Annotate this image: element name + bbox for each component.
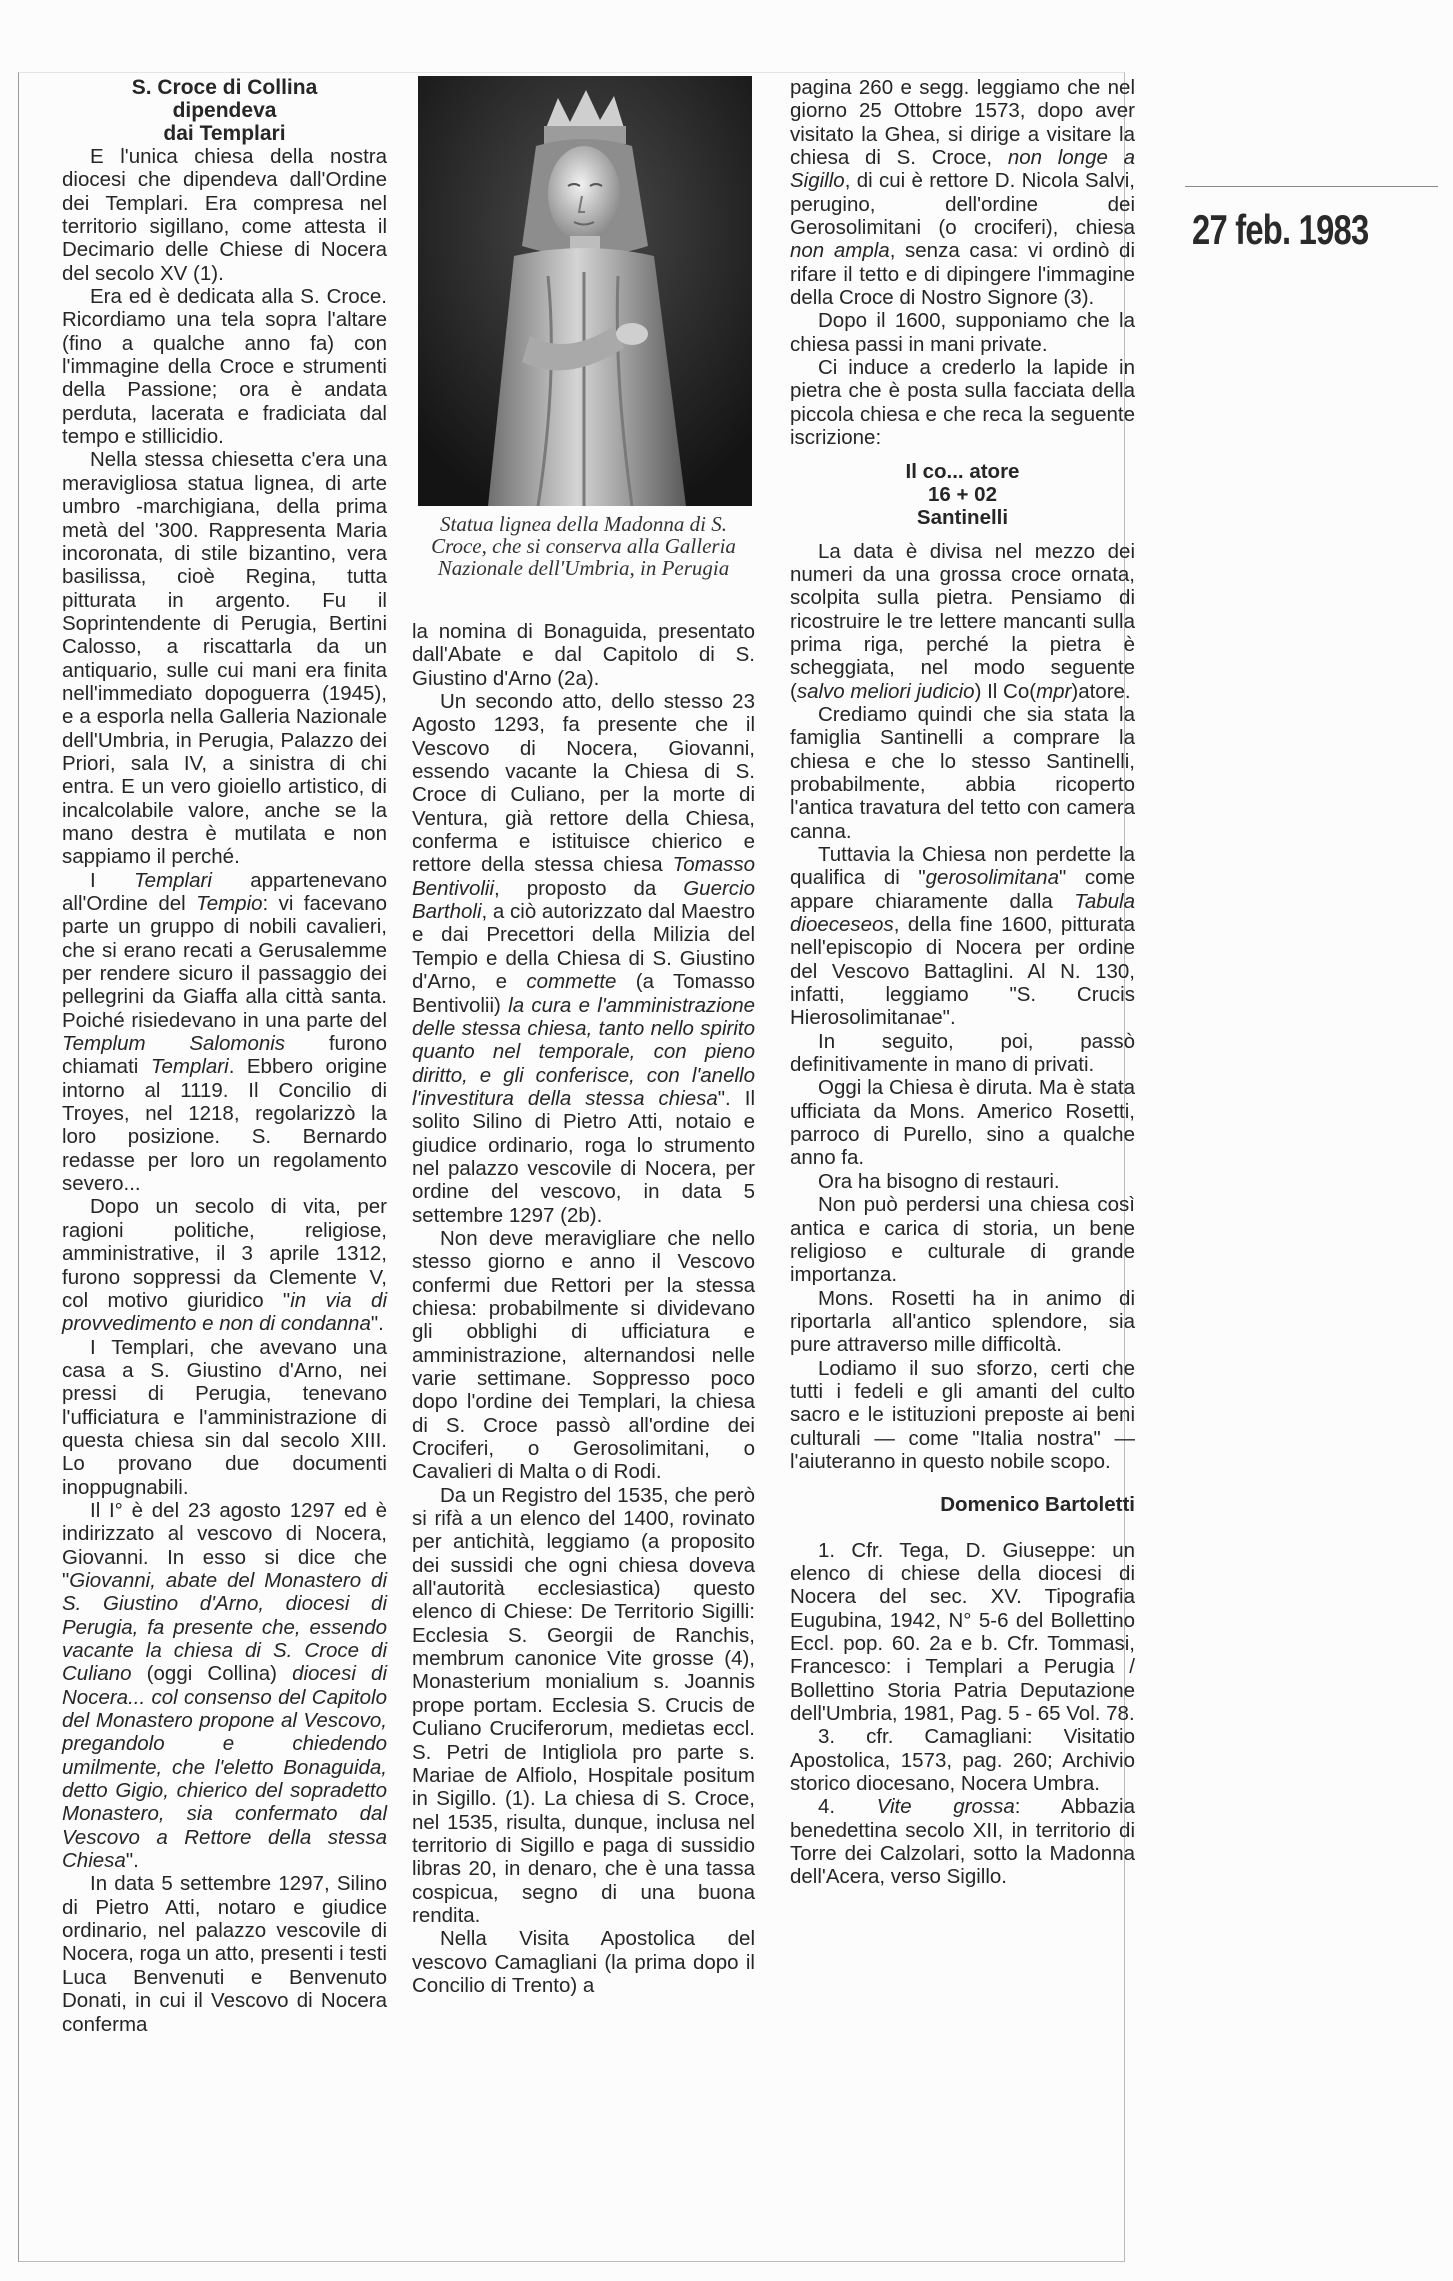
- article-column-3: [790, 76, 1135, 1889]
- paragraph: Ci induce a crederlo la lapide in pietra che è posta sulla facciata della piccola chiesa e che reca la seguente iscrizione:: [790, 356, 1135, 450]
- paragraph: Lodiamo il suo sforzo, certi che tutti i fedeli e gli amanti del culto sacro e le istituzioni preposte ai beni culturali — come "Italia nostra" — l'aiuteranno in questo nobile scopo.: [790, 1356, 1135, 1473]
- paragraph: Era ed è dedicata alla S. Croce. Ricordiamo una tela sopra l'altare (fino a qualche anno fa) con l'immagine della Croce e strumenti della Passione; ora è andata perduta, lacerata e fradiciata dal tempo e stillicidio.: [62, 285, 387, 449]
- paragraph: Tuttavia la Chiesa non perdette la qualifica di "gerosolimitana" come appare chiaramente dalla Tabula dioeceseos, della fine 1600, pitturata nell'episcopio di Nocera per ordine del Vescovo Battaglini. Al N. 130, infatti, leggiamo "S. Crucis Hierosolimitanae".: [790, 843, 1135, 1030]
- footnotes: [790, 1539, 1135, 1889]
- paragraph: I Templari, che avevano una casa a S. Giustino d'Arno, nei pressi di Perugia, tenevano l'ufficiatura e l'amministrazione di questa chiesa sin dal secolo XIII. Lo provano due documenti inoppugnabili.: [62, 1335, 387, 1499]
- article-column-1: [62, 76, 387, 2036]
- paragraph: La data è divisa nel mezzo dei numeri da una grossa croce ornata, scolpita sulla pietra. Pensiamo di ricostruire le tre lettere mancanti sulla prima riga, perché la pietra è scheggiata, nel modo seguente (salvo meliori judicio) Il Co(mpr)atore.: [790, 539, 1135, 703]
- paragraph: Da un Registro del 1535, che però si rifà a un elenco del 1400, rovinato per antichità, leggiamo (a proposito dei sussidi che ogni chiesa doveva all'autorità ecclesiastica) questo elenco di Chiese: De Territorio Sigilli: Ecclesia S. Georgii de Ranchis, membrum canonice Vite grosse (4), Monasterium monialium s. Joannis prope portam. Ecclesia S. Crucis de Culiano Cruciferorum, medietas eccl. S. Petri de Intigliola pro parte s. Mariae de Alfiolo, Hospitale positum in Sigillo. (1). La chiesa di S. Croce, nel 1535, risulta, dunque, inclusa nel territorio di Sigillo e paga di sussidio libras 20, in denaro, che è una tassa cospicua, segno di una buona rendita.: [412, 1483, 755, 1927]
- statue-image: [418, 76, 752, 506]
- paragraph: Dopo un secolo di vita, per ragioni politiche, religiose, amministrative, il 3 aprile 1312, furono soppressi da Clemente V, col motivo giuridico "in via di provvedimento e non di condanna".: [62, 1195, 388, 1336]
- footnote: 4. Vite grossa: Abbazia benedettina secolo XII, in territorio di Torre dei Calzolari, sotto la Madonna dell'Acera, verso Sigillo.: [790, 1795, 1135, 1889]
- paragraph: Un secondo atto, dello stesso 23 Agosto 1293, fa presente che il Vescovo di Nocera, Giovanni, essendo vacante la Chiesa di S. Croce di Culiano, per la morte di Ventura, già rettore della Chiesa, conferma e istituisce chierico e rettore della stessa chiesa Tomasso Bentivolii, proposto da Guercio Bartholi, a ciò autorizzato dal Maestro e dai Precettori della Milizia del Tempio e della Chiesa di S. Giustino d'Arno, e commette (a Tomasso Bentivolii) la cura e l'amministrazione delle stessa chiesa, tanto nello spirito quanto nel temporale, con pieno diritto, e gli conferisce, con l'anello l'investitura della stessa chiesa". Il solito Silino di Pietro Atti, notaio e giudice ordinario, roga lo strumento nel palazzo vescovile di Nocera, per ordine del vescovo, in data 5 settembre 1297 (2b).: [412, 690, 756, 1227]
- paragraph: Non può perdersi una chiesa così antica e carica di storia, un bene religioso e culturale di grande importanza.: [790, 1193, 1135, 1287]
- paragraph: Non deve meravigliare che nello stesso giorno e anno il Vescovo confermi due Rettori per la stessa chiesa: probabilmente si dividevano gli obblighi di ufficiatura e amministrazione, alternandosi nelle varie settimane. Soppresso poco dopo l'ordine dei Templari, la chiesa di S. Croce passò all'ordine dei Crociferi, o Gerosolimitani, o Cavalieri di Malta o di Rodi.: [412, 1226, 755, 1484]
- paragraph: Oggi la Chiesa è diruta. Ma è stata ufficiata da Mons. Americo Rosetti, parroco di Purello, sino a qualche anno fa.: [790, 1076, 1135, 1170]
- paragraph: la nomina di Bonaguida, presentato dall'Abate e dal Capitolo di S. Giustino d'Arno (2a).: [412, 620, 755, 690]
- date-stamp: 27 feb. 1983: [1192, 206, 1369, 253]
- paragraph: Nella Visita Apostolica del vescovo Camagliani (la prima dopo il Concilio di Trento) a: [412, 1927, 755, 1997]
- date-rule: [1185, 186, 1438, 187]
- paragraph: Dopo il 1600, supponiamo che la chiesa passi in mani private.: [790, 309, 1135, 356]
- madonna-statue-photo: [418, 76, 752, 506]
- paragraph: In data 5 settembre 1297, Silino di Pietro Atti, notaro e giudice ordinario, nel palazzo vescovile di Nocera, roga un atto, presenti i testi Luca Benvenuti e Benvenuto Donati, in cui il Vescovo di Nocera conferma: [62, 1872, 387, 2036]
- paragraph: Crediamo quindi che sia stata la famiglia Santinelli a comprare la chiesa e che lo stesso Santinelli, probabilmente, abbia ricoperto l'antica travatura del tetto con camera canna.: [790, 702, 1135, 843]
- footnote: 1. Cfr. Tega, D. Giuseppe: un elenco di chiese della diocesi di Nocera del sec. XV. Tipografia Eugubina, 1942, N° 5-6 del Bollettino Eccl. pop. 60. 2a e b. Cfr. Tommasi, Francesco: i Templari a Perugia / Bollettino Storia Patria Deputazione dell'Umbria, 1981, Pag. 5 - 65 Vol. 78.: [790, 1538, 1135, 1726]
- author-signature: Domenico Bartoletti: [940, 1493, 1135, 1517]
- paragraph: E l'unica chiesa della nostra diocesi che dipendeva dall'Ordine dei Templari. Era compresa nel territorio sigillano, come attesta il Decimario delle Chiese di Nocera del secolo XV (1).: [62, 145, 387, 285]
- paragraph: In seguito, poi, passò definitivamente in mano di privati.: [790, 1029, 1135, 1077]
- paragraph: Mons. Rosetti ha in animo di riportarla all'antico splendore, sia pure attraverso mille difficoltà.: [790, 1286, 1135, 1357]
- footnote: 3. cfr. Camagliani: Visitatio Apostolica, 1573, pag. 260; Archivio storico diocesano, Nocera Umbra.: [790, 1725, 1135, 1796]
- article-headline: S. Croce di Collina dipendeva dai Templari: [131, 76, 318, 145]
- inscription: Il co... atore 16 + 02 Santinelli: [905, 459, 1020, 530]
- article-column-2: [412, 620, 755, 1997]
- paragraph: Il I° è del 23 agosto 1297 ed è indirizzato al vescovo di Nocera, Giovanni. In esso si dice che "Giovanni, abate del Monastero di S. Giustino d'Arno, diocesi di Perugia, fa presente che, essendo vacante la chiesa di S. Croce di Culiano (oggi Collina) diocesi di Nocera... col consenso del Capitolo del Monastero propone al Vescovo, pregandolo e chiedendo umilmente, che l'eletto Bonaguida, detto Gigio, chierico del sopradetto Monastero, sia confermato dal Vescovo a Rettore della stessa Chiesa".: [62, 1498, 387, 1873]
- paragraph: pagina 260 e segg. leggiamo che nel giorno 25 Ottobre 1573, dopo aver visitato la Ghea, si dirige a visitare la chiesa di S. Croce, non longe a Sigillo, di cui è rettore D. Nicola Salvi, perugino, dell'ordine dei Gerosolimitani (o crociferi), chiesa non ampla, senza casa: vi ordinò di rifare il tetto e di dipingere l'immagine della Croce di Nostro Signore (3).: [790, 76, 1136, 310]
- paragraph: I Templari appartenevano all'Ordine del Tempio: vi facevano parte un gruppo di nobili cavalieri, che si erano recati a Gerusalemme per rendere sicuro il passaggio dei pellegrini da Giaffa alla città santa. Poiché risiedevano in una parte del Templum Salomonis furono chiamati Templari. Ebbero origine intorno al 1119. Il Concilio di Troyes, nel 1218, regolarizzò la loro posizione. S. Bernardo redasse per loro un regolamento severo...: [62, 868, 388, 1196]
- photo-caption: Statua lignea della Madonna di S. Croce, che si conserva alla Galleria Nazionale dell'Umbria, in Perugia: [431, 512, 736, 580]
- paragraph: Nella stessa chiesetta c'era una meravigliosa statua lignea, di arte umbro -marchigiana, della prima metà del '300. Rappresenta Maria incoronata, di stile bizantino, vera basilissa, cioè Regina, tutta pitturata in argento. Fu il Soprintendente di Perugia, Bertini Calosso, a riscattarla da un antiquario, sulle cui mani era finita nell'immediato dopoguerra (1945), e a esporla nella Galleria Nazionale dell'Umbria, in Perugia, Palazzo dei Priori, sala IV, a sinistra di chi entra. E un vero gioiello artistico, di incalcolabile valore, anche se la mano destra è mutilata e non sappiamo il perché.: [62, 448, 387, 869]
- paragraph: Ora ha bisogno di restauri.: [818, 1169, 1060, 1193]
